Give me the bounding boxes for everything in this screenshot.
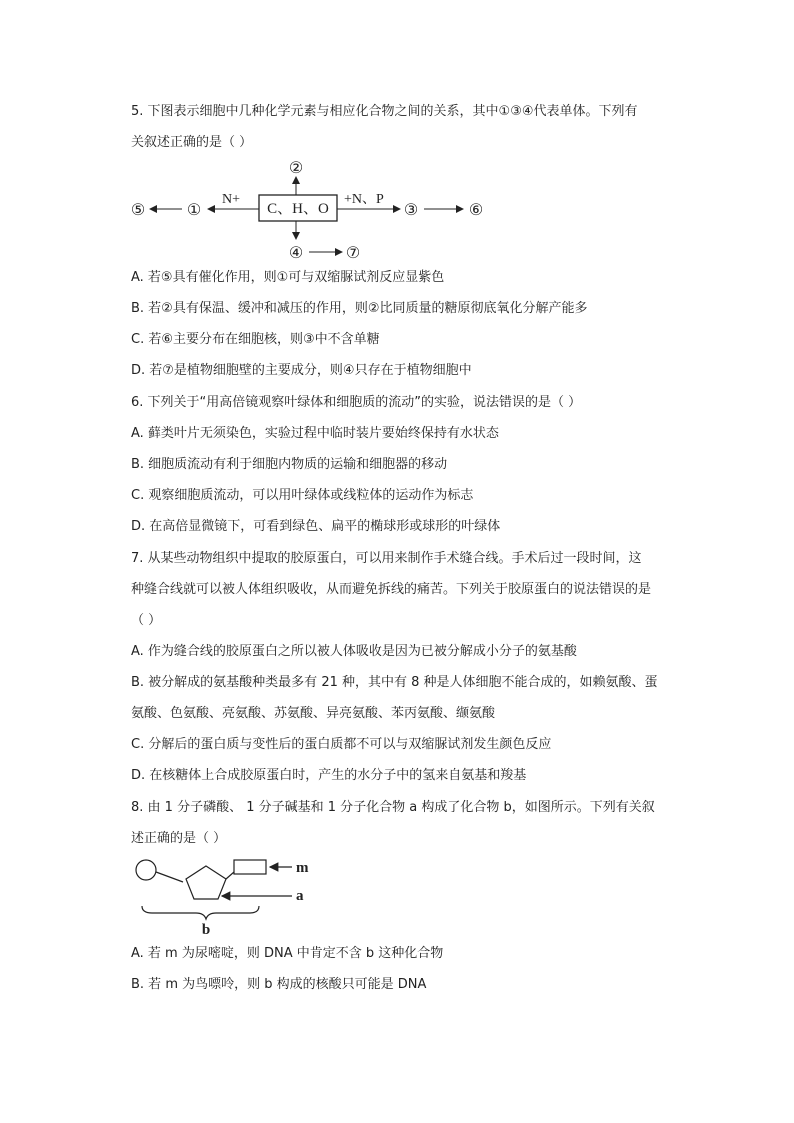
q8-option-b: B. 若 m 为鸟嘌呤，则 b 构成的核酸只可能是 DNA	[131, 977, 427, 992]
q7-stem-line1: 7. 从某些动物组织中提取的胶原蛋白，可以用来制作手术缝合线。手术后过一段时间，这	[131, 551, 642, 566]
node-2: ②	[288, 160, 304, 177]
q6-option-d: D. 在高倍显微镜下，可看到绿色、扁平的椭球形或球形的叶绿体	[131, 519, 501, 534]
pentose-pentagon	[186, 866, 226, 899]
q7-option-d: D. 在核糖体上合成胶原蛋白时，产生的水分子中的氢来自氨基和羧基	[131, 768, 527, 783]
q5-stem-line1: 5. 下图表示细胞中几种化学元素与相应化合物之间的关系，其中①③④代表单体。下列有	[131, 104, 638, 119]
q8-stem-line1: 8. 由 1 分子磷酸、 1 分子碱基和 1 分子化合物 a 构成了化合物 b，如图所示。下列有关叙	[131, 800, 655, 815]
q7-option-c: C. 分解后的蛋白质与变性后的蛋白质都不可以与双缩脲试剂发生颜色反应	[131, 737, 552, 752]
q5-option-a: A. 若⑤具有催化作用，则①可与双缩脲试剂反应显紫色	[131, 270, 445, 285]
label-a: a	[296, 888, 304, 904]
q6-option-c: C. 观察细胞质流动，可以用叶绿体或线粒体的运动作为标志	[131, 488, 474, 503]
q5-option-c: C. 若⑥主要分布在细胞核，则③中不含单糖	[131, 332, 380, 347]
q6-stem: 6. 下列关于“用高倍镜观察叶绿体和细胞质的流动”的实验，说法错误的是（ ）	[131, 395, 582, 410]
phosphate-circle	[136, 860, 156, 880]
phosphate-bond	[156, 872, 183, 882]
node-5: ⑤	[130, 202, 146, 219]
q7-option-a: A. 作为缝合线的胶原蛋白之所以被人体吸收是因为已被分解成小分子的氨基酸	[131, 644, 577, 659]
label-n-plus: N+	[222, 192, 241, 207]
node-7: ⑦	[345, 245, 361, 262]
node-6: ⑥	[468, 202, 484, 219]
node-4: ④	[288, 245, 304, 262]
label-b: b	[201, 922, 211, 936]
q6-option-b: B. 细胞质流动有利于细胞内物质的运输和细胞器的移动	[131, 457, 448, 472]
brace-b	[142, 906, 259, 919]
q5-diagram	[120, 155, 500, 265]
q7-option-b: B. 被分解成的氨基酸种类最多有 21 种，其中有 8 种是人体细胞不能合成的，如赖氨酸、蛋	[131, 675, 658, 690]
label-m: m	[296, 860, 309, 876]
q6-option-a: A. 藓类叶片无须染色，实验过程中临时装片要始终保持有水状态	[131, 426, 499, 441]
q8-stem-line2: 述正确的是（ ）	[131, 831, 227, 846]
q7-option-b-cont: 氨酸、色氨酸、亮氨酸、苏氨酸、异亮氨酸、苯丙氨酸、缬氨酸	[131, 706, 496, 721]
nucleotide-diagram	[128, 852, 328, 936]
node-3: ③	[403, 202, 419, 219]
q7-stem-line2: 种缝合线就可以被人体组织吸收，从而避免拆线的痛苦。下列关于胶原蛋白的说法错误的是	[131, 582, 652, 597]
label-n-p: +N、P	[344, 192, 384, 207]
elements-box-text: C、H、O	[267, 201, 329, 217]
q5-stem-line2: 关叙述正确的是（ ）	[131, 135, 253, 150]
q5-option-b: B. 若②具有保温、缓冲和减压的作用，则②比同质量的糖原彻底氧化分解产能多	[131, 301, 588, 316]
q7-stem-line3: （ ）	[131, 613, 162, 628]
node-1: ①	[186, 202, 202, 219]
base-rect	[234, 860, 266, 874]
q5-option-d: D. 若⑦是植物细胞壁的主要成分，则④只存在于植物细胞中	[131, 363, 472, 378]
base-bond	[226, 872, 234, 879]
q8-option-a: A. 若 m 为尿嘧啶，则 DNA 中肯定不含 b 这种化合物	[131, 946, 444, 961]
